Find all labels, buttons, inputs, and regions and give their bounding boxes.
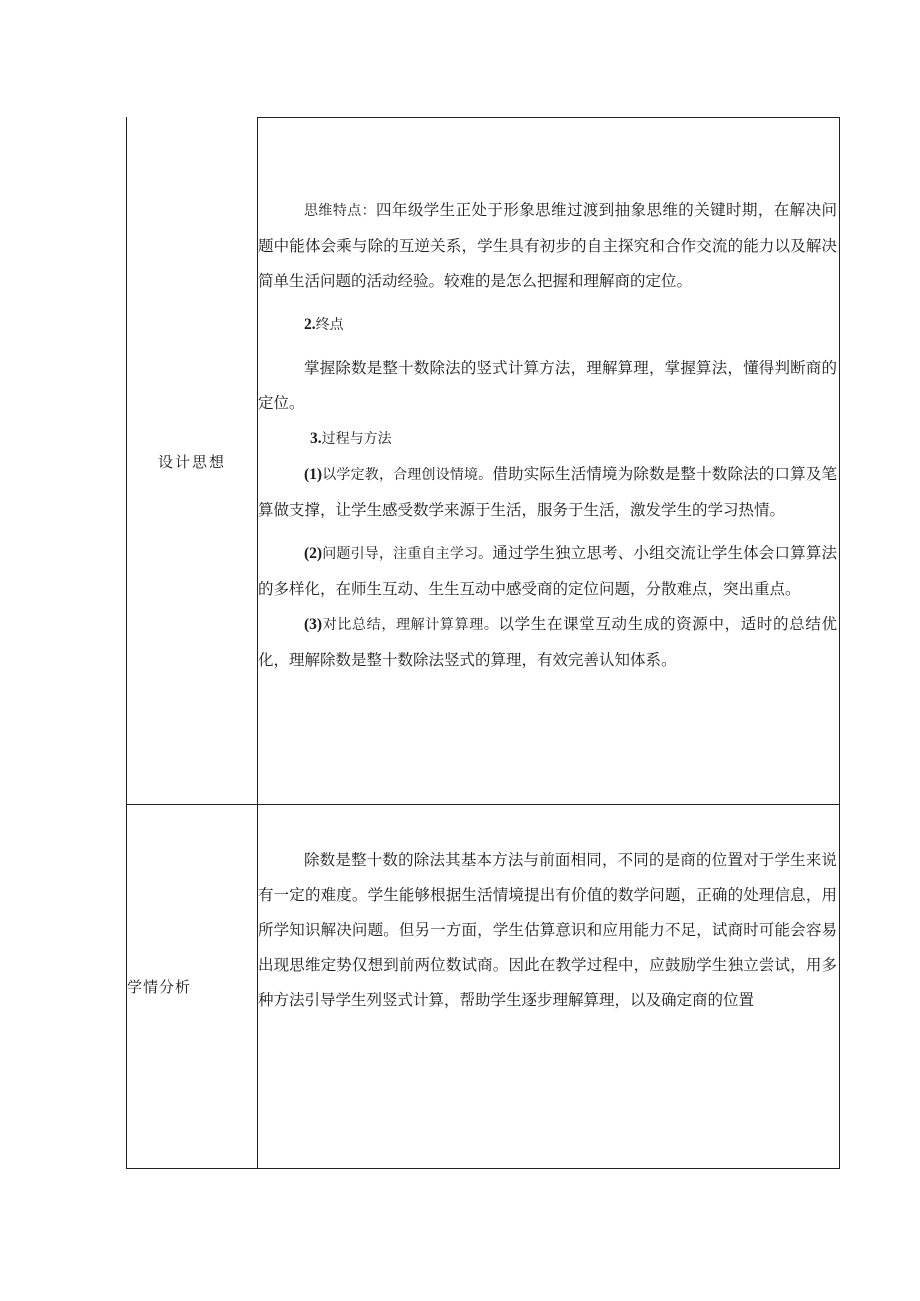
paragraph-text: 除数是整十数的除法其基本方法与前面相同，不同的是商的位置对于学生来说有一定的难度。学生能够根据生活情境提出有价值的数学问题，正确的处理信息，用所学知识解决问题。但另一方面，学生估算意识和应用能力不足，试商时可能会容易出现思维定势仅想到前两位数试商。因此在教学过程中，应鼓励学生独立尝试，用多种方法引导学生列竖式计算，帮助学生逐步理解算理，以及确定商的位置: [258, 851, 837, 1009]
section-heading-endpoint: [258, 307, 837, 343]
item-number: (1): [304, 466, 323, 483]
table-border-top: [257, 117, 840, 118]
design-thinking-content: [258, 193, 839, 678]
item-number: (2): [304, 545, 323, 562]
section-number: 3.: [310, 430, 322, 447]
paragraph-text: 四年级学生正处于形象思维过渡到抽象思维的关键时期，在解决问题中能体会乘与除的互逆关系，学生具有初步的自主探究和合作交流的能力以及解决简单生活问题的活动经验。较难的是怎么把握和理解商的定位。: [258, 201, 837, 290]
paragraph-method-1: [258, 457, 837, 528]
student-analysis-content: [258, 843, 839, 1018]
item-text: 借助实际生活情境为除数是整十数除法的口算及笔算做支撑，让学生感受数学来源于生活，服务于生活，激发学生的学习热情。: [258, 465, 837, 519]
item-lead: 以学定教，合理创设情境。: [322, 467, 493, 483]
row-label-student-analysis: 学情分析: [127, 978, 192, 996]
table-border-right: [839, 117, 840, 1169]
section-heading-process-method: [258, 421, 837, 457]
paragraph-method-2: [258, 536, 837, 607]
item-lead: 问题引导，注重自主学习。: [322, 546, 493, 562]
paragraph-text: 掌握除数是整十数除法的竖式计算方法，理解算理，掌握算法，懂得判断商的定位。: [258, 359, 837, 412]
paragraph-method-3: [258, 607, 837, 678]
row-label-design-thinking: 设计思想: [157, 452, 226, 471]
paragraph-thinking-traits: [258, 193, 837, 299]
item-lead: 对比总结，理解计算算理。: [322, 617, 499, 633]
paragraph-endpoint: [258, 351, 837, 421]
paragraph-student-analysis: [258, 843, 837, 1018]
paragraph-lead: 思维特点：: [304, 203, 377, 219]
item-text: 以学生在课堂互动生成的资源中，适时的总结优化，理解除数是整十数除法竖式的算理，有效完善认知体系。: [258, 615, 837, 669]
item-number: (3): [304, 616, 323, 633]
section-heading-text: 过程与方法: [321, 431, 392, 447]
table-border-bottom: [126, 1168, 840, 1169]
section-heading-text: 终点: [315, 317, 344, 333]
lesson-plan-table: [126, 117, 840, 1169]
item-text: 通过学生独立思考、小组交流让学生体会口算算法的多样化，在师生互动、生生互动中感受商的定位问题，分散难点，突出重点。: [258, 544, 837, 598]
section-number: 2.: [304, 316, 316, 333]
